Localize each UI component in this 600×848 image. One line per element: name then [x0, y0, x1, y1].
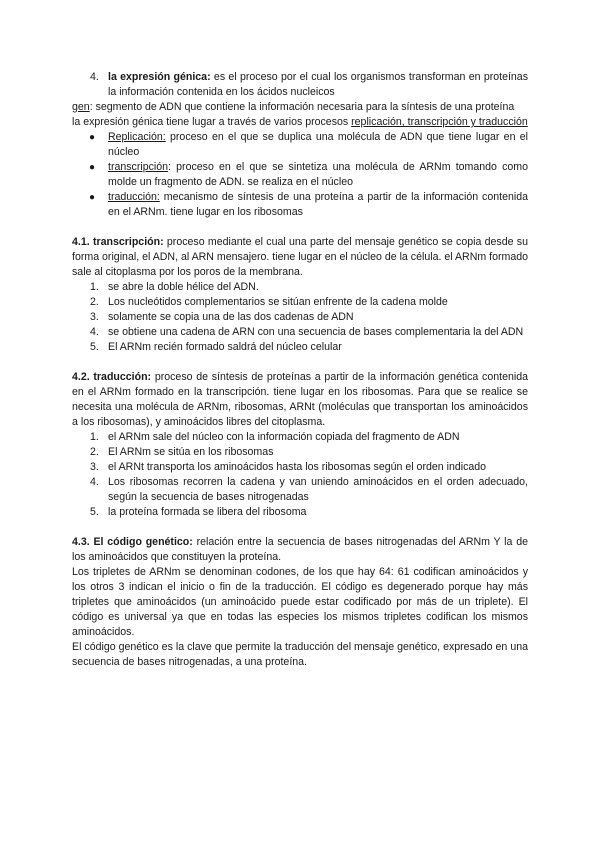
bullet-text: mecanismo de síntesis de una proteína a partir de la información contenida en el ARNm. tiene lugar en los ribosomas — [108, 191, 528, 218]
section-text: relación entre la secuencia de bases nitrogenadas del ARNm Y la de los aminoácidos que constituyen la proteína. — [72, 536, 528, 563]
step-number: 1. — [90, 431, 99, 443]
list-item — [72, 445, 528, 460]
heading-codigo: 4.3. El código genético: — [72, 536, 193, 548]
bullet-dot-icon — [89, 130, 95, 145]
transcripcion-steps — [72, 280, 528, 355]
item-number: 4. — [90, 71, 99, 83]
term-replicacion: Replicación: — [108, 131, 166, 143]
codigo-paragraph-2: Los tripletes de ARNm se denominan codones, de los que hay 64: 61 codifican aminoácidos y los otros 3 indican el inicio o fin de la traducción. El código es degenerado porque hay más tripletes que aminoácidos (un aminoácido puede estar codificado por más de un triplete). El código es universal ya que en todas las especies los mismos tripletes codifican los mismos aminoácidos. — [72, 566, 528, 638]
list-item — [72, 280, 528, 295]
list-item — [72, 505, 528, 520]
process-text: la expresión génica tiene lugar a través de varios procesos — [72, 116, 352, 128]
step-text: El ARNm se sitúa en los ribosomas — [108, 446, 274, 458]
step-number: 5. — [90, 506, 99, 518]
spacer — [72, 355, 528, 370]
step-number: 1. — [90, 281, 99, 293]
codigo-paragraph-3: El código genético es la clave que permite la traducción del mensaje genético, expresado en una secuencia de bases nitrogenadas, a una proteína. — [72, 641, 528, 668]
step-number: 4. — [90, 476, 99, 488]
list-item — [72, 475, 528, 505]
step-text: solamente se copia una de las dos cadenas de ADN — [108, 311, 354, 323]
step-text: El ARNm recién formado saldrá del núcleo celular — [108, 341, 342, 353]
gen-definition — [72, 100, 528, 115]
step-number: 2. — [90, 446, 99, 458]
list-item — [72, 340, 528, 355]
intro-item-4 — [72, 70, 528, 100]
bullet-replicacion — [72, 130, 528, 160]
step-text: el ARNm sale del núcleo con la información copiada del fragmento de ADN — [108, 431, 460, 443]
bullet-transcripcion — [72, 160, 528, 190]
bullet-traduccion — [72, 190, 528, 220]
step-text: se abre la doble hélice del ADN. — [108, 281, 259, 293]
step-text: se obtiene una cadena de ARN con una secuencia de bases complementaria la del ADN — [108, 326, 524, 338]
process-paragraph — [72, 115, 528, 130]
document-page — [72, 70, 528, 670]
item-4-text: es el proceso por el cual los organismos transforman en proteínas la información contenida en los ácidos nucleicos — [108, 71, 528, 98]
step-number: 3. — [90, 311, 99, 323]
term-gen: gen — [72, 101, 90, 113]
list-item — [72, 325, 528, 340]
traduccion-steps — [72, 430, 528, 520]
heading-traduccion: 4.2. traducción: — [72, 371, 152, 383]
step-text: el ARNt transporta los aminoácidos hasta los ribosomas según el orden indicado — [108, 461, 487, 473]
heading-transcripcion: 4.1. transcripción: — [72, 236, 164, 248]
section-codigo — [72, 535, 528, 565]
list-item — [72, 460, 528, 475]
term-traduccion: traducción: — [108, 191, 160, 203]
step-number: 3. — [90, 461, 99, 473]
term-expresion-genica: la expresión génica: — [108, 71, 211, 83]
bullet-text: : proceso en el que se sintetiza una molécula de ARNm tomando como molde un fragmento de ADN. se realiza en el núcleo — [108, 161, 528, 188]
step-text: Los nucleótidos complementarios se sitúan enfrente de la cadena molde — [108, 296, 448, 308]
bullet-text: proceso en el que se duplica una molécula de ADN que tiene lugar en el núcleo — [108, 131, 528, 158]
bullet-dot-icon — [89, 190, 95, 205]
section-text: proceso mediante el cual una parte del mensaje genético se copia desde su forma original, el ADN, al ARN mensajero. tiene lugar en el núcleo de la célula. el ARNm formado sale al citoplasma por los poros de la membrana. — [72, 236, 528, 278]
section-transcripcion — [72, 235, 528, 280]
section-text: proceso de síntesis de proteínas a partir de la información genética contenida en el ARNm formado en la transcripción. tiene lugar en los ribosomas. Para que se realice se necesita una molécula de ARNm, ribosomas, ARNt (moléculas que transportan los aminoácidos a los ribosomas), y aminoácidos libres del citoplasma. — [72, 371, 528, 428]
step-text: la proteína formada se libera del ribosoma — [108, 506, 307, 518]
step-text: Los ribosomas recorren la cadena y van uniendo aminoácidos en el orden adecuado, según la secuencia de bases nitrogenadas — [108, 476, 528, 503]
bullet-dot-icon — [89, 160, 95, 175]
process-underlined: replicación, transcripción y traducción — [351, 116, 528, 128]
step-number: 2. — [90, 296, 99, 308]
list-item — [72, 430, 528, 445]
list-item — [72, 295, 528, 310]
step-number: 4. — [90, 326, 99, 338]
step-number: 5. — [90, 341, 99, 353]
term-transcripcion: transcripción — [108, 161, 169, 173]
list-item — [72, 310, 528, 325]
spacer — [72, 520, 528, 535]
section-traduccion — [72, 370, 528, 430]
spacer — [72, 220, 528, 235]
gen-text: : segmento de ADN que contiene la información necesaria para la síntesis de una proteína — [89, 101, 515, 113]
